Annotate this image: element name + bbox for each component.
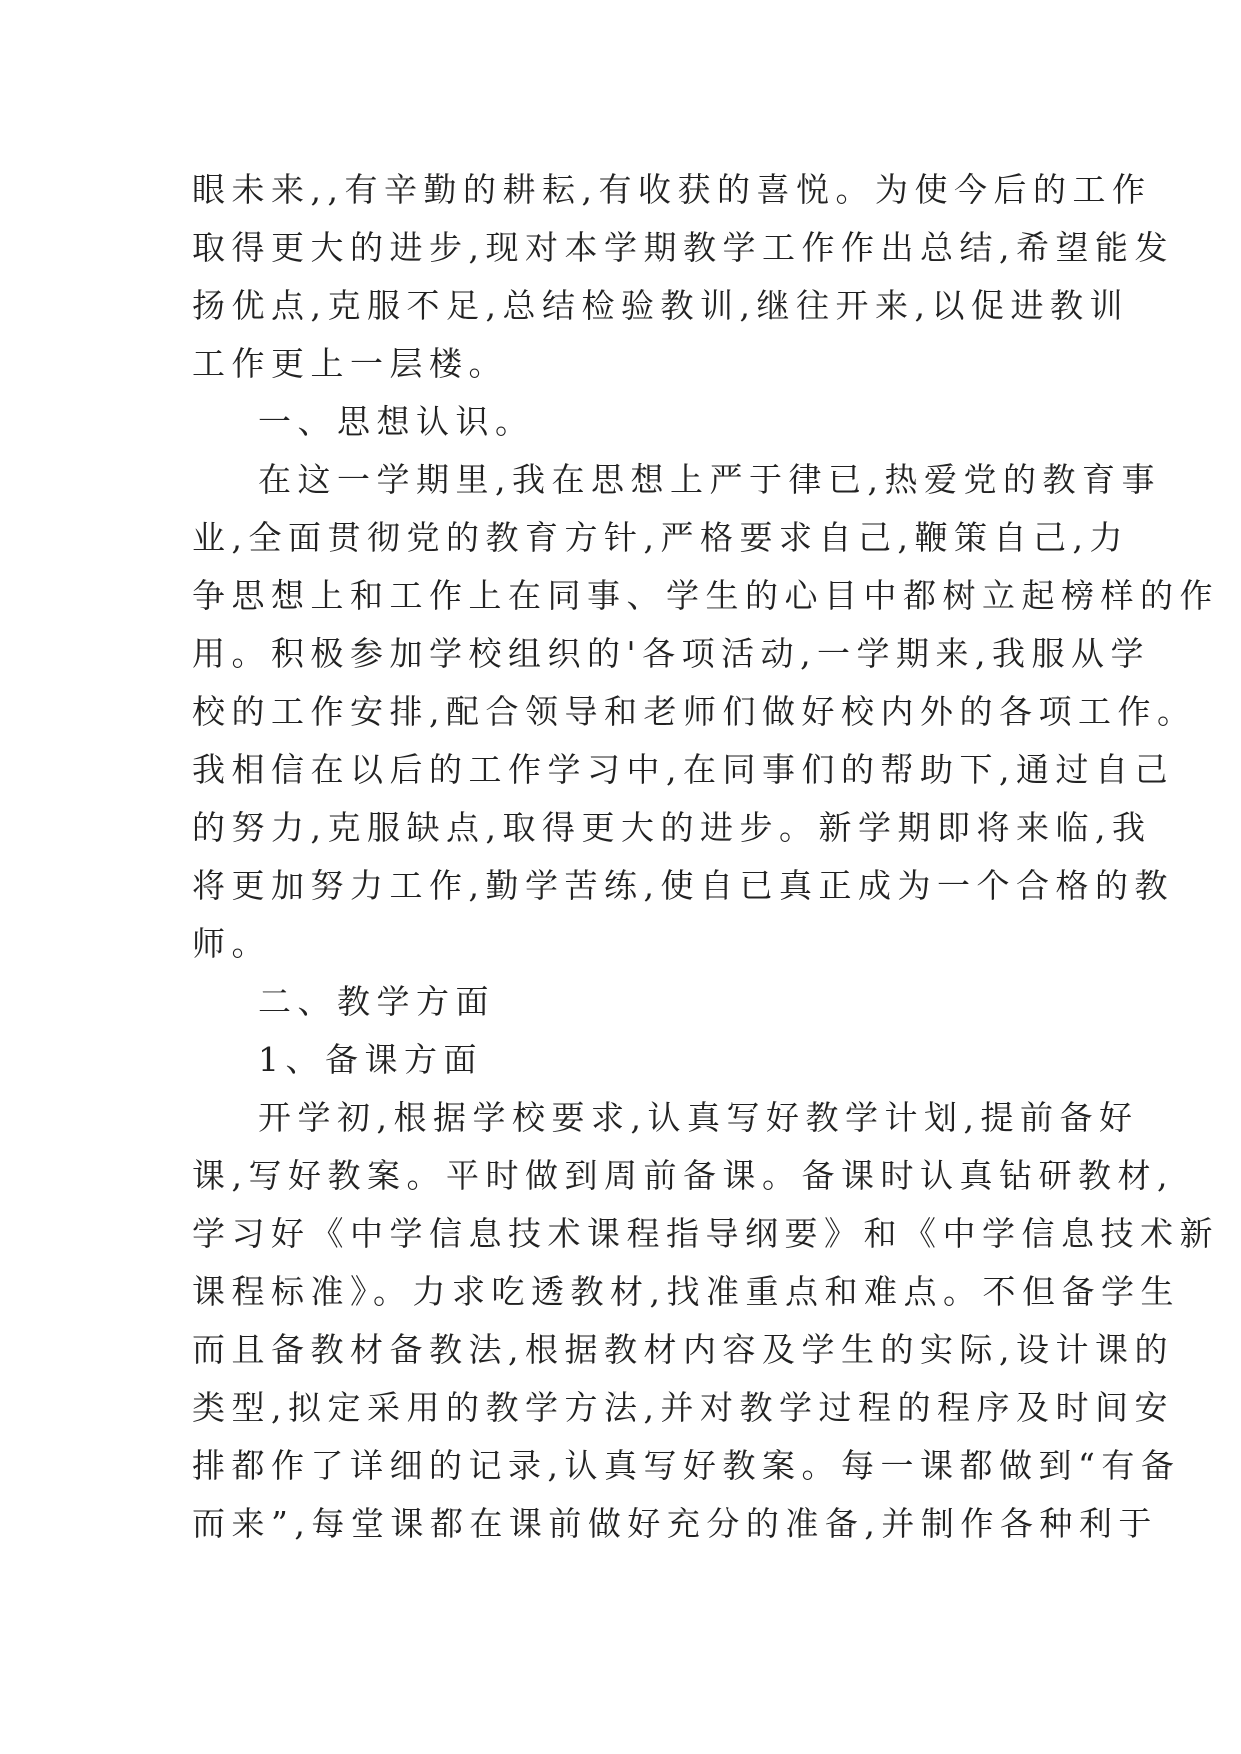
text-line: 在这一学期里,我在思想上严于律已,热爱党的教育事 xyxy=(258,460,1161,499)
text-line: 眼未来,,有辛勤的耕耘,有收获的喜悦。为使今后的工作 xyxy=(192,170,1152,209)
text-line: 用。积极参加学校组织的'各项活动,一学期来,我服从学 xyxy=(192,634,1151,673)
text-line: 排都作了详细的记录,认真写好教案。每一课都做到“有备 xyxy=(192,1446,1181,1485)
text-line: 学习好《中学信息技术课程指导纲要》和《中学信息技术新 xyxy=(192,1214,1219,1253)
text-line: 校的工作安排,配合领导和老师们做好校内外的各项工作。 xyxy=(192,692,1197,731)
text-line: 1、备课方面 xyxy=(258,1040,483,1079)
text-line: 而来”,每堂课都在课前做好充分的准备,并制作各种利于 xyxy=(192,1504,1158,1543)
text-line: 的努力,克服缺点,取得更大的进步。新学期即将来临,我 xyxy=(192,808,1152,847)
text-line: 将更加努力工作,勤学苦练,使自已真正成为一个合格的教 xyxy=(192,866,1174,905)
text-line: 二、教学方面 xyxy=(258,982,495,1021)
text-line: 而且备教材备教法,根据教材内容及学生的实际,设计课的 xyxy=(192,1330,1174,1369)
text-line: 扬优点,克服不足,总结检验教训,继往开来,以促进教训 xyxy=(192,286,1129,325)
text-line: 课程标准》。力求吃透教材,找准重点和难点。不但备学生 xyxy=(192,1272,1180,1311)
text-line: 一、思想认识。 xyxy=(258,402,535,441)
text-line: 我相信在以后的工作学习中,在同事们的帮助下,通过自己 xyxy=(192,750,1174,789)
text-line: 类型,拟定采用的教学方法,并对教学过程的程序及时间安 xyxy=(192,1388,1174,1427)
text-line: 开学初,根据学校要求,认真写好教学计划,提前备好 xyxy=(258,1098,1139,1137)
text-line: 争思想上和工作上在同事、学生的心目中都树立起榜样的作 xyxy=(192,576,1219,615)
document-body xyxy=(192,161,1219,1553)
text-line: 业,全面贯彻党的教育方针,严格要求自己,鞭策自己,力 xyxy=(192,518,1129,557)
text-line: 取得更大的进步,现对本学期教学工作作出总结,希望能发 xyxy=(192,228,1174,267)
text-line: 师。 xyxy=(192,924,271,963)
text-line: 课,写好教案。平时做到周前备课。备课时认真钻研教材, xyxy=(192,1156,1174,1195)
text-line: 工作更上一层楼。 xyxy=(192,344,508,383)
